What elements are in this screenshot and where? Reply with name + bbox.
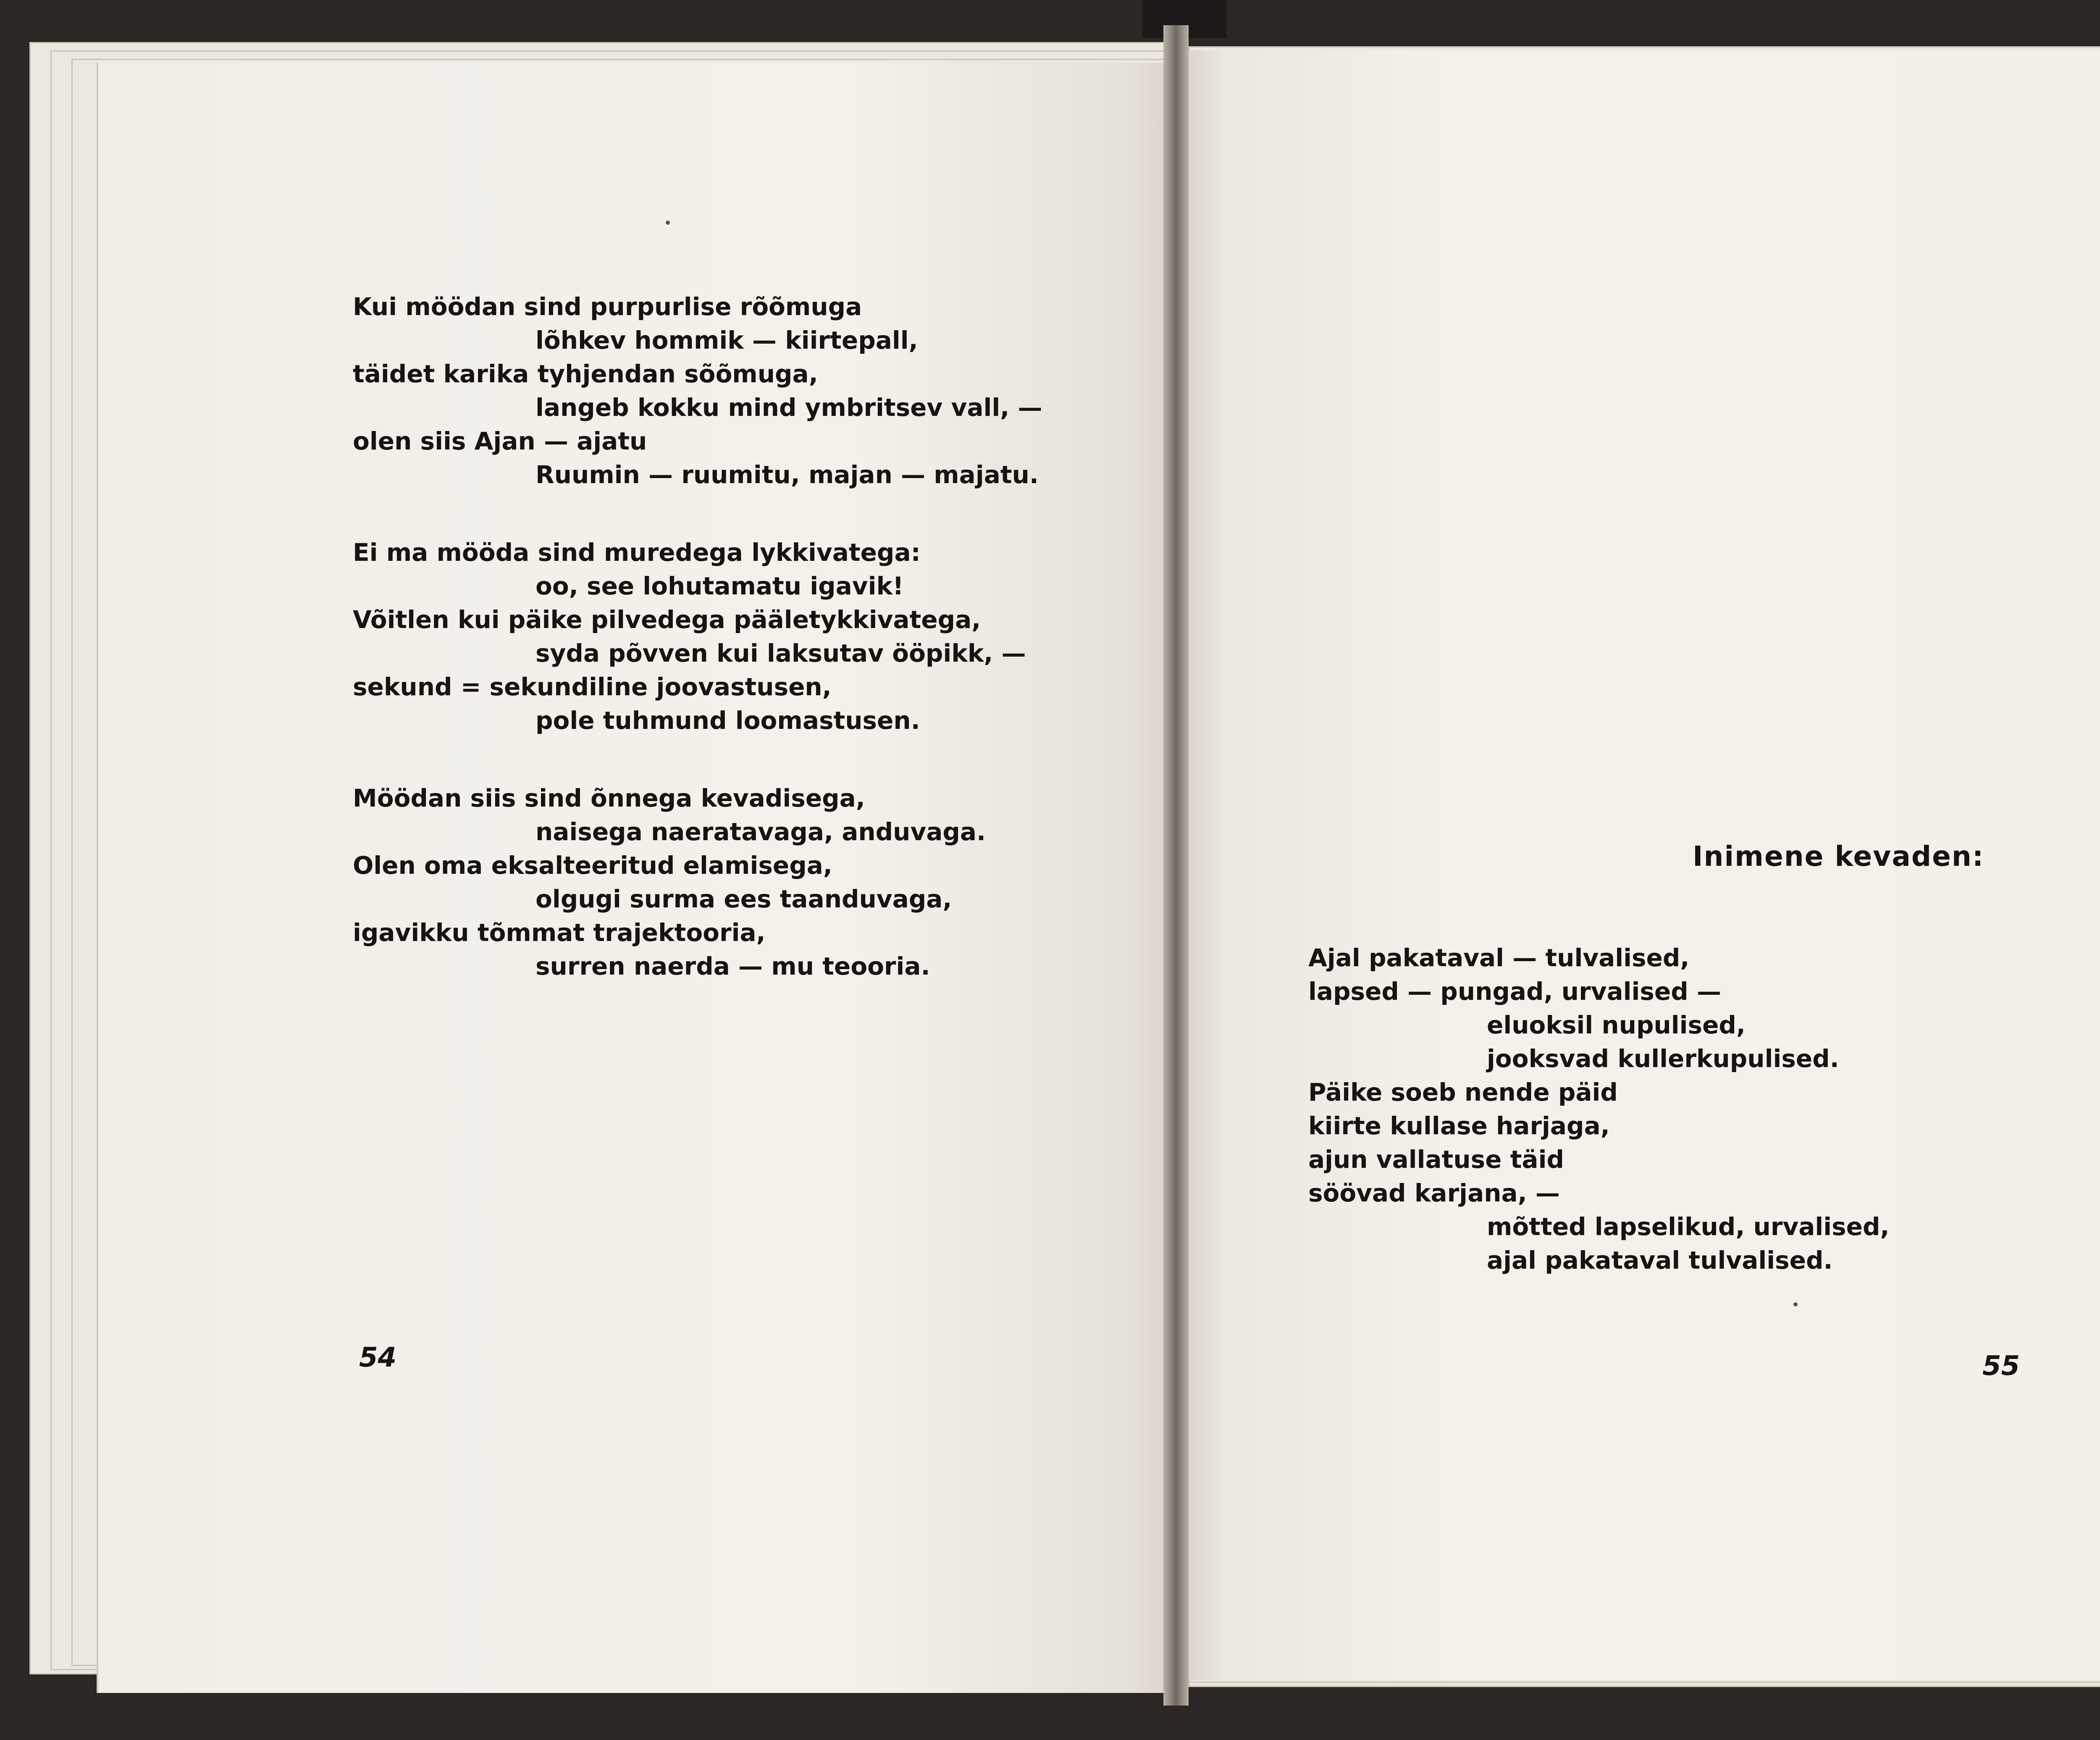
verse-line: Ei ma mööda sind muredega lykkivatega: xyxy=(353,538,921,567)
verse-line: olgugi surma ees taanduvaga, xyxy=(536,885,952,913)
verse-line: jooksvad kullerkupulised. xyxy=(1487,1044,1839,1073)
verse-line: mõtted lapselikud, urvalised, xyxy=(1487,1212,1890,1241)
poem-title: Inimene kevaden: xyxy=(1693,840,1984,873)
verse-line: lõhkev hommik — kiirtepall, xyxy=(536,326,918,355)
verse-line: Möödan siis sind õnnega kevadisega, xyxy=(353,784,865,812)
page-number-right: 55 xyxy=(1982,1351,2020,1382)
verse-line: Päike soeb nende päid xyxy=(1308,1078,1618,1107)
verse-line: naisega naeratavaga, anduvaga. xyxy=(536,817,986,846)
verse-line: sekund = sekundiline joovastusen, xyxy=(353,673,832,701)
verse-line: igavikku tõmmat trajektooria, xyxy=(353,918,766,947)
verse-line: surren naerda — mu teooria. xyxy=(536,952,930,980)
verse-line: täidet karika tyhjendan sõõmuga, xyxy=(353,360,818,388)
verse-line: Võitlen kui päike pilvedega pääletykkivatega, xyxy=(353,605,981,634)
verse-line: olen siis Ajan — ajatu xyxy=(353,427,647,455)
verse-line: pole tuhmund loomastusen. xyxy=(536,706,920,735)
verse-line: Ajal pakataval — tulvalised, xyxy=(1308,944,1690,972)
verse-line: ajal pakataval tulvalised. xyxy=(1487,1246,1833,1275)
right-poem xyxy=(1308,941,1890,1277)
book-gutter xyxy=(1163,25,1189,1706)
verse-line: lapsed — pungad, urvalised — xyxy=(1308,977,1721,1006)
verse-line: eluoksil nupulised, xyxy=(1487,1011,1746,1039)
verse-line: Ruumin — ruumitu, majan — majatu. xyxy=(536,460,1039,489)
verse-line: Olen oma eksalteeritud elamisega, xyxy=(353,851,832,880)
left-stanza-3 xyxy=(353,781,986,983)
left-stanza-2 xyxy=(353,536,1026,737)
verse-line: Kui möödan sind purpurlise rõõmuga xyxy=(353,292,862,321)
verse-line: ajun vallatuse täid xyxy=(1308,1145,1564,1174)
page-number-left: 54 xyxy=(359,1342,397,1373)
verse-line: langeb kokku mind ymbritsev vall, — xyxy=(536,393,1042,422)
ink-dot xyxy=(666,221,670,225)
left-stanza-1 xyxy=(353,290,1042,492)
verse-line: kiirte kullase harjaga, xyxy=(1308,1112,1610,1140)
verse-line: oo, see lohutamatu igavik! xyxy=(536,572,904,600)
ink-dot xyxy=(1793,1302,1798,1306)
verse-line: söövad karjana, — xyxy=(1308,1179,1560,1207)
verse-line: syda põvven kui laksutav ööpikk, — xyxy=(536,639,1026,668)
